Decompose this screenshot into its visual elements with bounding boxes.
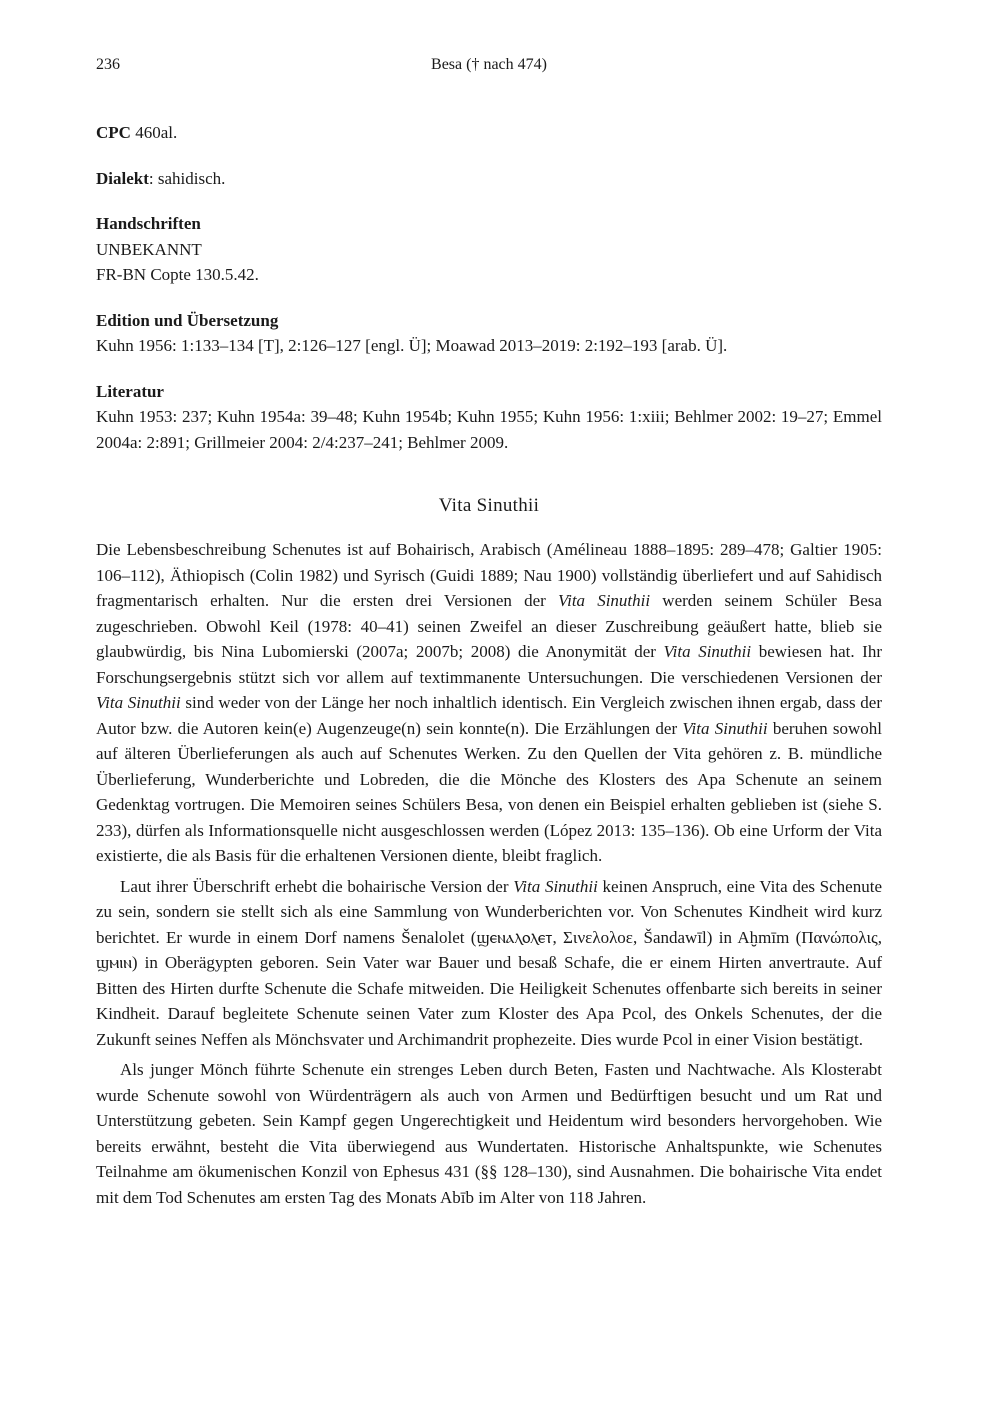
literatur-heading: Literatur: [96, 381, 164, 401]
literatur-section: [96, 379, 882, 456]
cpc-label: CPC: [96, 123, 131, 142]
p2-text-b: keinen Anspruch, eine Vita des Schenute zu sein, sondern sie stellt sich als eine Sammlung von Wunderberichten vor. Von Schenutes Kindheit wird kurz berichtet. Er wurde in einem Dorf namens Šenalolet (ϣⲉⲛⲁⲗⲟⲗⲉⲧ, Σινελολοε, Šandawīl) in Aḫmīm (Πανώπολις, ϣⲙⲓⲛ) in Oberägypten geboren. Sein Vater war Bauer und besaß Schafe, die er einem Hirten anvertraute. Auf Bitten des Hirten durfte Schenute die Schafe mitweiden. Die Heiligkeit Schenutes offenbarte sich bereits in seiner Kindheit. Darauf begleitete Schenute seinen Vater zum Kloster des Apa Pcol, des Onkels Schenutes, der die Zukunft seines Neffen als Mönchsvater und Archimandrit prophezeite. Dies wurde Pcol in einer Vision bestätigt.: [96, 876, 882, 1049]
cpc-line: [96, 120, 882, 146]
running-header: [96, 56, 882, 80]
edition-text: Kuhn 1956: 1:133–134 [T], 2:126–127 [engl. Ü]; Moawad 2013–2019: 2:192–193 [arab. Ü].: [96, 336, 728, 355]
literatur-text: Kuhn 1953: 237; Kuhn 1954a: 39–48; Kuhn 1954b; Kuhn 1955; Kuhn 1956: 1:xiii; Behlmer 2002: 19–27; Emmel 2004a: 2:891; Grillmeier 2004: 2/4:237–241; Behlmer 2009.: [96, 407, 882, 452]
p1-text-d: sind weder von der Länge her noch inhaltlich identisch. Ein Vergleich zwischen ihnen ergab, dass der Autor bzw. die Autoren kein(e) Augenzeuge(n) sein konnte(n). Die Erzählungen der: [96, 693, 882, 738]
section-title: Vita Sinuthii: [438, 495, 540, 516]
page-number: 236: [96, 56, 120, 73]
edition-heading: Edition und Übersetzung: [96, 310, 279, 330]
manuscript-group: UNBEKANNT: [96, 239, 202, 259]
p1-text-c: bewiesen hat. Ihr Forschungsergebnis stützt sich vor allem auf textimmanente Untersuchungen. Die verschiedenen Versionen der: [96, 642, 883, 687]
work-title: Vita Sinuthii: [682, 718, 768, 738]
dialekt-line: [96, 166, 882, 192]
dialekt-label: Dialekt: [96, 168, 149, 188]
work-title: Vita Sinuthii: [513, 876, 598, 896]
paragraph-1: [96, 537, 882, 869]
edition-section: [96, 308, 882, 359]
paragraph-2: [96, 874, 882, 1053]
work-title: Vita Sinuthii: [663, 642, 752, 661]
running-title: Besa († nach 474): [431, 56, 547, 73]
p1-text-a: Die Lebensbeschreibung Schenutes ist auf Bohairisch, Arabisch (Amélineau 1888–1895: 289–478; Galtier 1905: 106–112), Äthiopisch (Colin 1982) und Syrisch (Guidi 1889; Nau 1900) vollständig überliefert und auf Sahidisch fragmentarisch erhalten. Nur die ersten drei Versionen der: [96, 540, 882, 610]
handschriften-section: [96, 211, 882, 288]
p2-text-a: Laut ihrer Überschrift erhebt die bohairische Version der: [120, 876, 514, 896]
cpc-value: 460al.: [130, 123, 178, 142]
paragraph-3: Als junger Mönch führte Schenute ein strenges Leben durch Beten, Fasten und Nachtwache. Als Klosterabt wurde Schenute sowohl von Würdenträgern als auch von Armen und Bedürftigen besucht und um Rat und Unterstützung gebeten. Sein Kampf gegen Ungerechtigkeit und Heidentum wird besonders hervorgehoben. Wie bereits erwähnt, besteht die Vita überwiegend aus Wundertaten. Historische Anhaltspunkte, wie Schenutes Teilnahme am ökumenischen Konzil von Ephesus 431 (§§ 128–130), sind Ausnahmen. Die bohairische Vita endet mit dem Tod Schenutes am ersten Tag des Monats Abīb im Alter von 118 Jahren.: [96, 1060, 882, 1207]
p1-text-e: beruhen sowohl auf älteren Überlieferungen als auch auf Schenutes Werken. Zu den Quellen der Vita gehören z. B. mündliche Überlieferung, Wunderberichte und Lobreden, die die Mönche des Klosters des Apa Schenute an seinem Gedenktag vortrugen. Die Memoiren seines Schülers Besa, von denen ein Beispiel erhalten geblieben ist (siehe S. 233), dürfen als Informationsquelle nicht ausgeschlossen werden (López 2013: 135–136). Ob eine Urform der Vita existierte, die als Basis für die erhaltenen Versionen diente, bleibt fraglich.: [96, 718, 883, 865]
work-title: Vita Sinuthii: [557, 591, 651, 610]
handschriften-heading: Handschriften: [96, 214, 201, 233]
work-title: Vita Sinuthii: [96, 693, 181, 712]
p1-text-b: werden seinem Schüler Besa zugeschrieben. Obwohl Keil (1978: 40–41) seinen Zweifel an dieser Zuschreibung geäußert hatte, blieb sie glaubwürdig, bis Nina Lubomierski (2007a; 2007b; 2008) die Anonymität der: [96, 591, 882, 661]
page-content: [96, 120, 882, 1210]
dialekt-value: : sahidisch.: [148, 168, 226, 188]
manuscript-item: FR-BN Copte 130.5.42.: [96, 265, 259, 284]
